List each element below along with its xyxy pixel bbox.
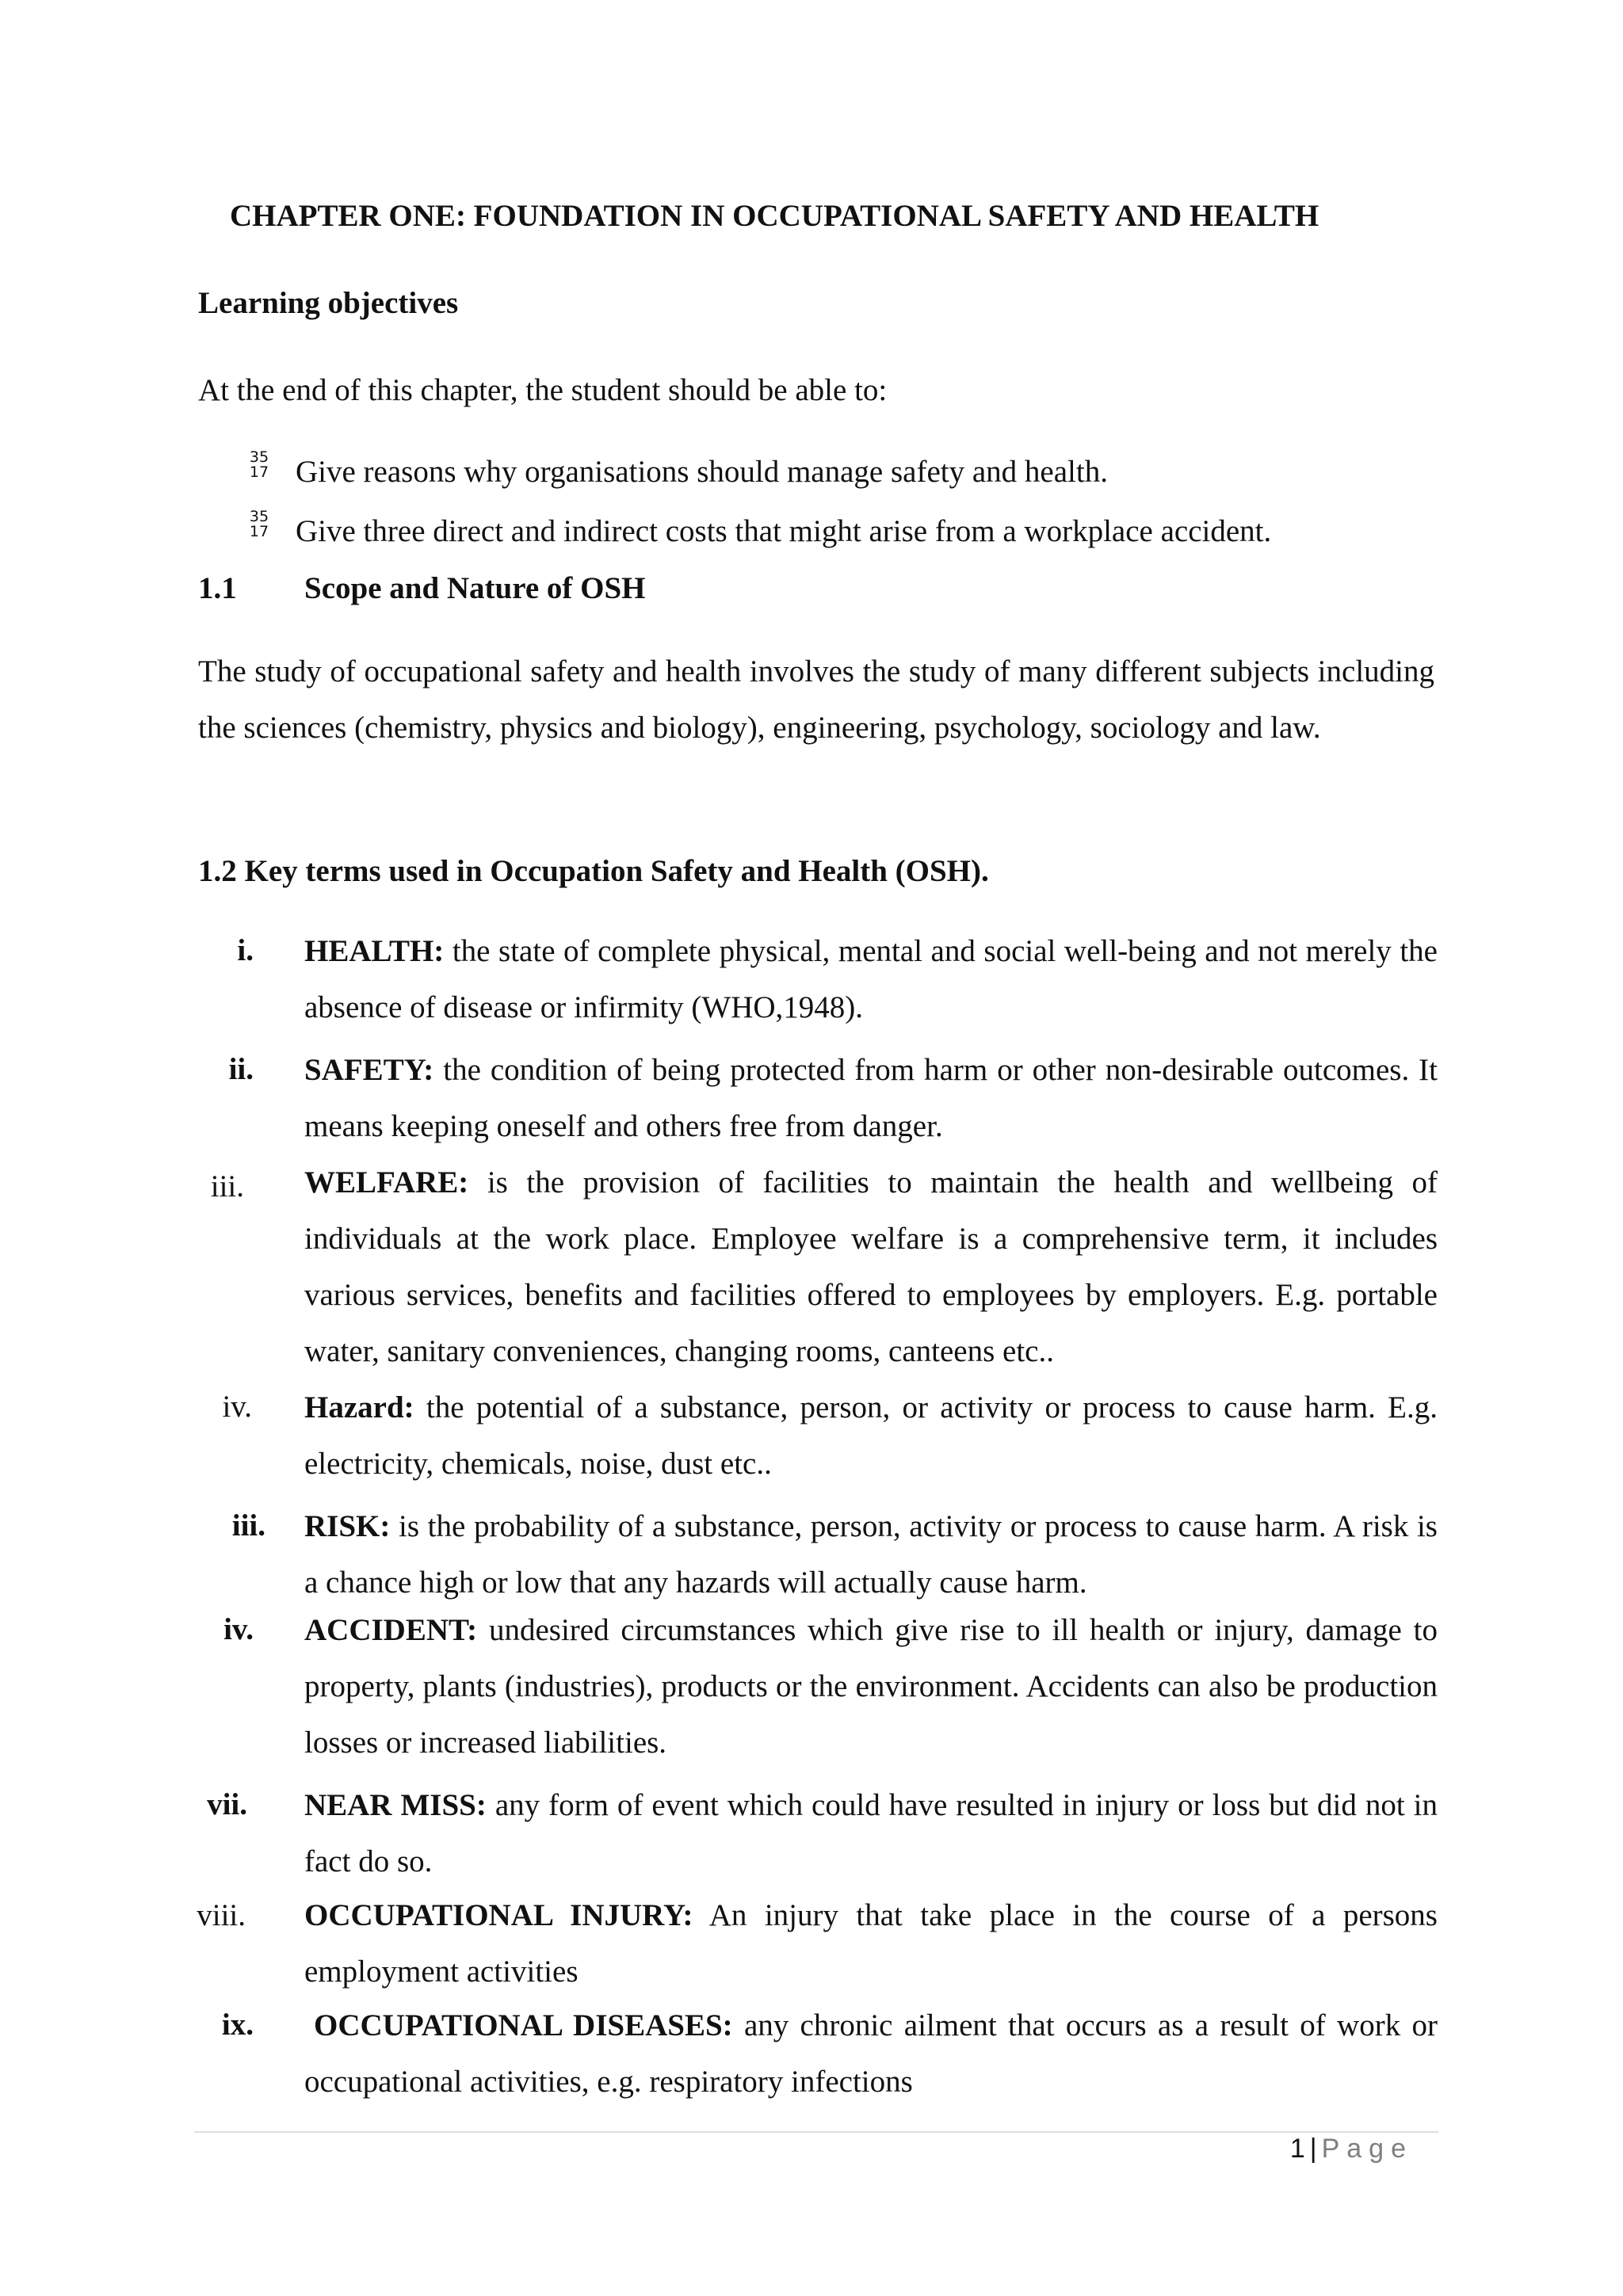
term-number: ii. — [228, 1052, 254, 1086]
section-1-1-number: 1.1 — [198, 571, 237, 605]
term-label: RISK: — [304, 1509, 391, 1543]
term-text: the potential of a substance, person, or activity or process to cause harm. E.g. electricity, chemicals, noise, dust etc.. — [304, 1390, 1438, 1481]
term-definition-accident — [304, 1602, 1438, 1771]
term-text: is the provision of facilities to maintain the health and wellbeing of individuals at the work place. Employee welfare is a comprehensive term, it includes various services, benefits and facilities offered to employees by employers. E.g. portable water, sanitary conveniences, changing rooms, canteens etc.. — [304, 1165, 1438, 1368]
term-label: WELFARE: — [304, 1165, 469, 1199]
term-text: any chronic ailment that occurs as a result of work or occupational activities, e.g. respiratory infections — [304, 2008, 1438, 2099]
term-text: An injury that take place in the course of a persons employment activities — [304, 1898, 1438, 1989]
term-text: the state of complete physical, mental and social well-being and not merely the absence of disease or infirmity (WHO,1948). — [304, 934, 1438, 1024]
term-definition-occupational-diseases — [304, 1997, 1438, 2110]
term-definition-safety — [304, 1042, 1438, 1154]
term-definition-hazard — [304, 1379, 1438, 1492]
section-1-1-paragraph: The study of occupational safety and health involves the study of many different subjects including the sciences (chemistry, physics and biology), engineering, psychology, sociology and law. — [198, 654, 1434, 745]
term-number: viii. — [197, 1898, 246, 1932]
term-label: NEAR MISS: — [304, 1788, 487, 1822]
section-1-1-title: Scope and Nature of OSH — [304, 571, 646, 605]
chapter-title: CHAPTER ONE: FOUNDATION IN OCCUPATIONAL SAFETY AND HEALTH — [230, 199, 1319, 233]
term-label: ACCIDENT: — [304, 1613, 478, 1647]
term-label: OCCUPATIONAL DISEASES: — [314, 2008, 733, 2042]
term-number: vii. — [207, 1787, 247, 1821]
term-number: ix. — [221, 2008, 254, 2042]
term-definition-welfare — [304, 1154, 1438, 1379]
term-text: the condition of being protected from harm or other non-desirable outcomes. It means keeping oneself and others free from danger. — [304, 1053, 1438, 1143]
term-text: is the probability of a substance, person, activity or process to cause harm. A risk is a chance high or low that any hazards will actually cause harm. — [304, 1509, 1438, 1600]
section-1-2-heading: 1.2 Key terms used in Occupation Safety and Health (OSH). — [198, 854, 989, 888]
term-definition-near-miss — [304, 1777, 1438, 1890]
term-text: undesired circumstances which give rise to ill health or injury, damage to property, plants (industries), products or the environment. Accidents can also be production losses or increased liabilities. — [304, 1613, 1438, 1760]
term-label: SAFETY: — [304, 1053, 434, 1087]
page-label: Page — [1321, 2134, 1413, 2164]
learning-objectives-heading: Learning objectives — [198, 286, 459, 320]
term-number: i. — [237, 933, 254, 967]
page-footer — [1290, 2134, 1413, 2164]
term-definition-health — [304, 923, 1438, 1035]
footer-divider — [194, 2131, 1438, 2133]
intro-line: At the end of this chapter, the student should be able to: — [198, 373, 888, 407]
term-number: iv. — [222, 1390, 252, 1424]
footer-separator: | — [1309, 2134, 1317, 2164]
bullet-icon: 35 17 — [249, 448, 269, 481]
term-number: iv. — [223, 1612, 254, 1646]
term-definition-risk — [304, 1498, 1438, 1611]
objective-item: Give three direct and indirect costs that might arise from a workplace accident. — [296, 514, 1272, 548]
page-number: 1 — [1289, 2134, 1305, 2164]
term-label: Hazard: — [304, 1390, 414, 1425]
bullet-icon: 35 17 — [249, 508, 269, 540]
term-label: OCCUPATIONAL INJURY: — [304, 1898, 693, 1932]
term-label: HEALTH: — [304, 934, 445, 968]
term-definition-occupational-injury — [304, 1887, 1438, 2000]
term-number: iii. — [231, 1508, 265, 1543]
term-number: iii. — [210, 1169, 244, 1203]
objective-item: Give reasons why organisations should manage safety and health. — [296, 455, 1108, 489]
term-text: any form of event which could have resulted in injury or loss but did not in fact do so. — [304, 1788, 1438, 1878]
